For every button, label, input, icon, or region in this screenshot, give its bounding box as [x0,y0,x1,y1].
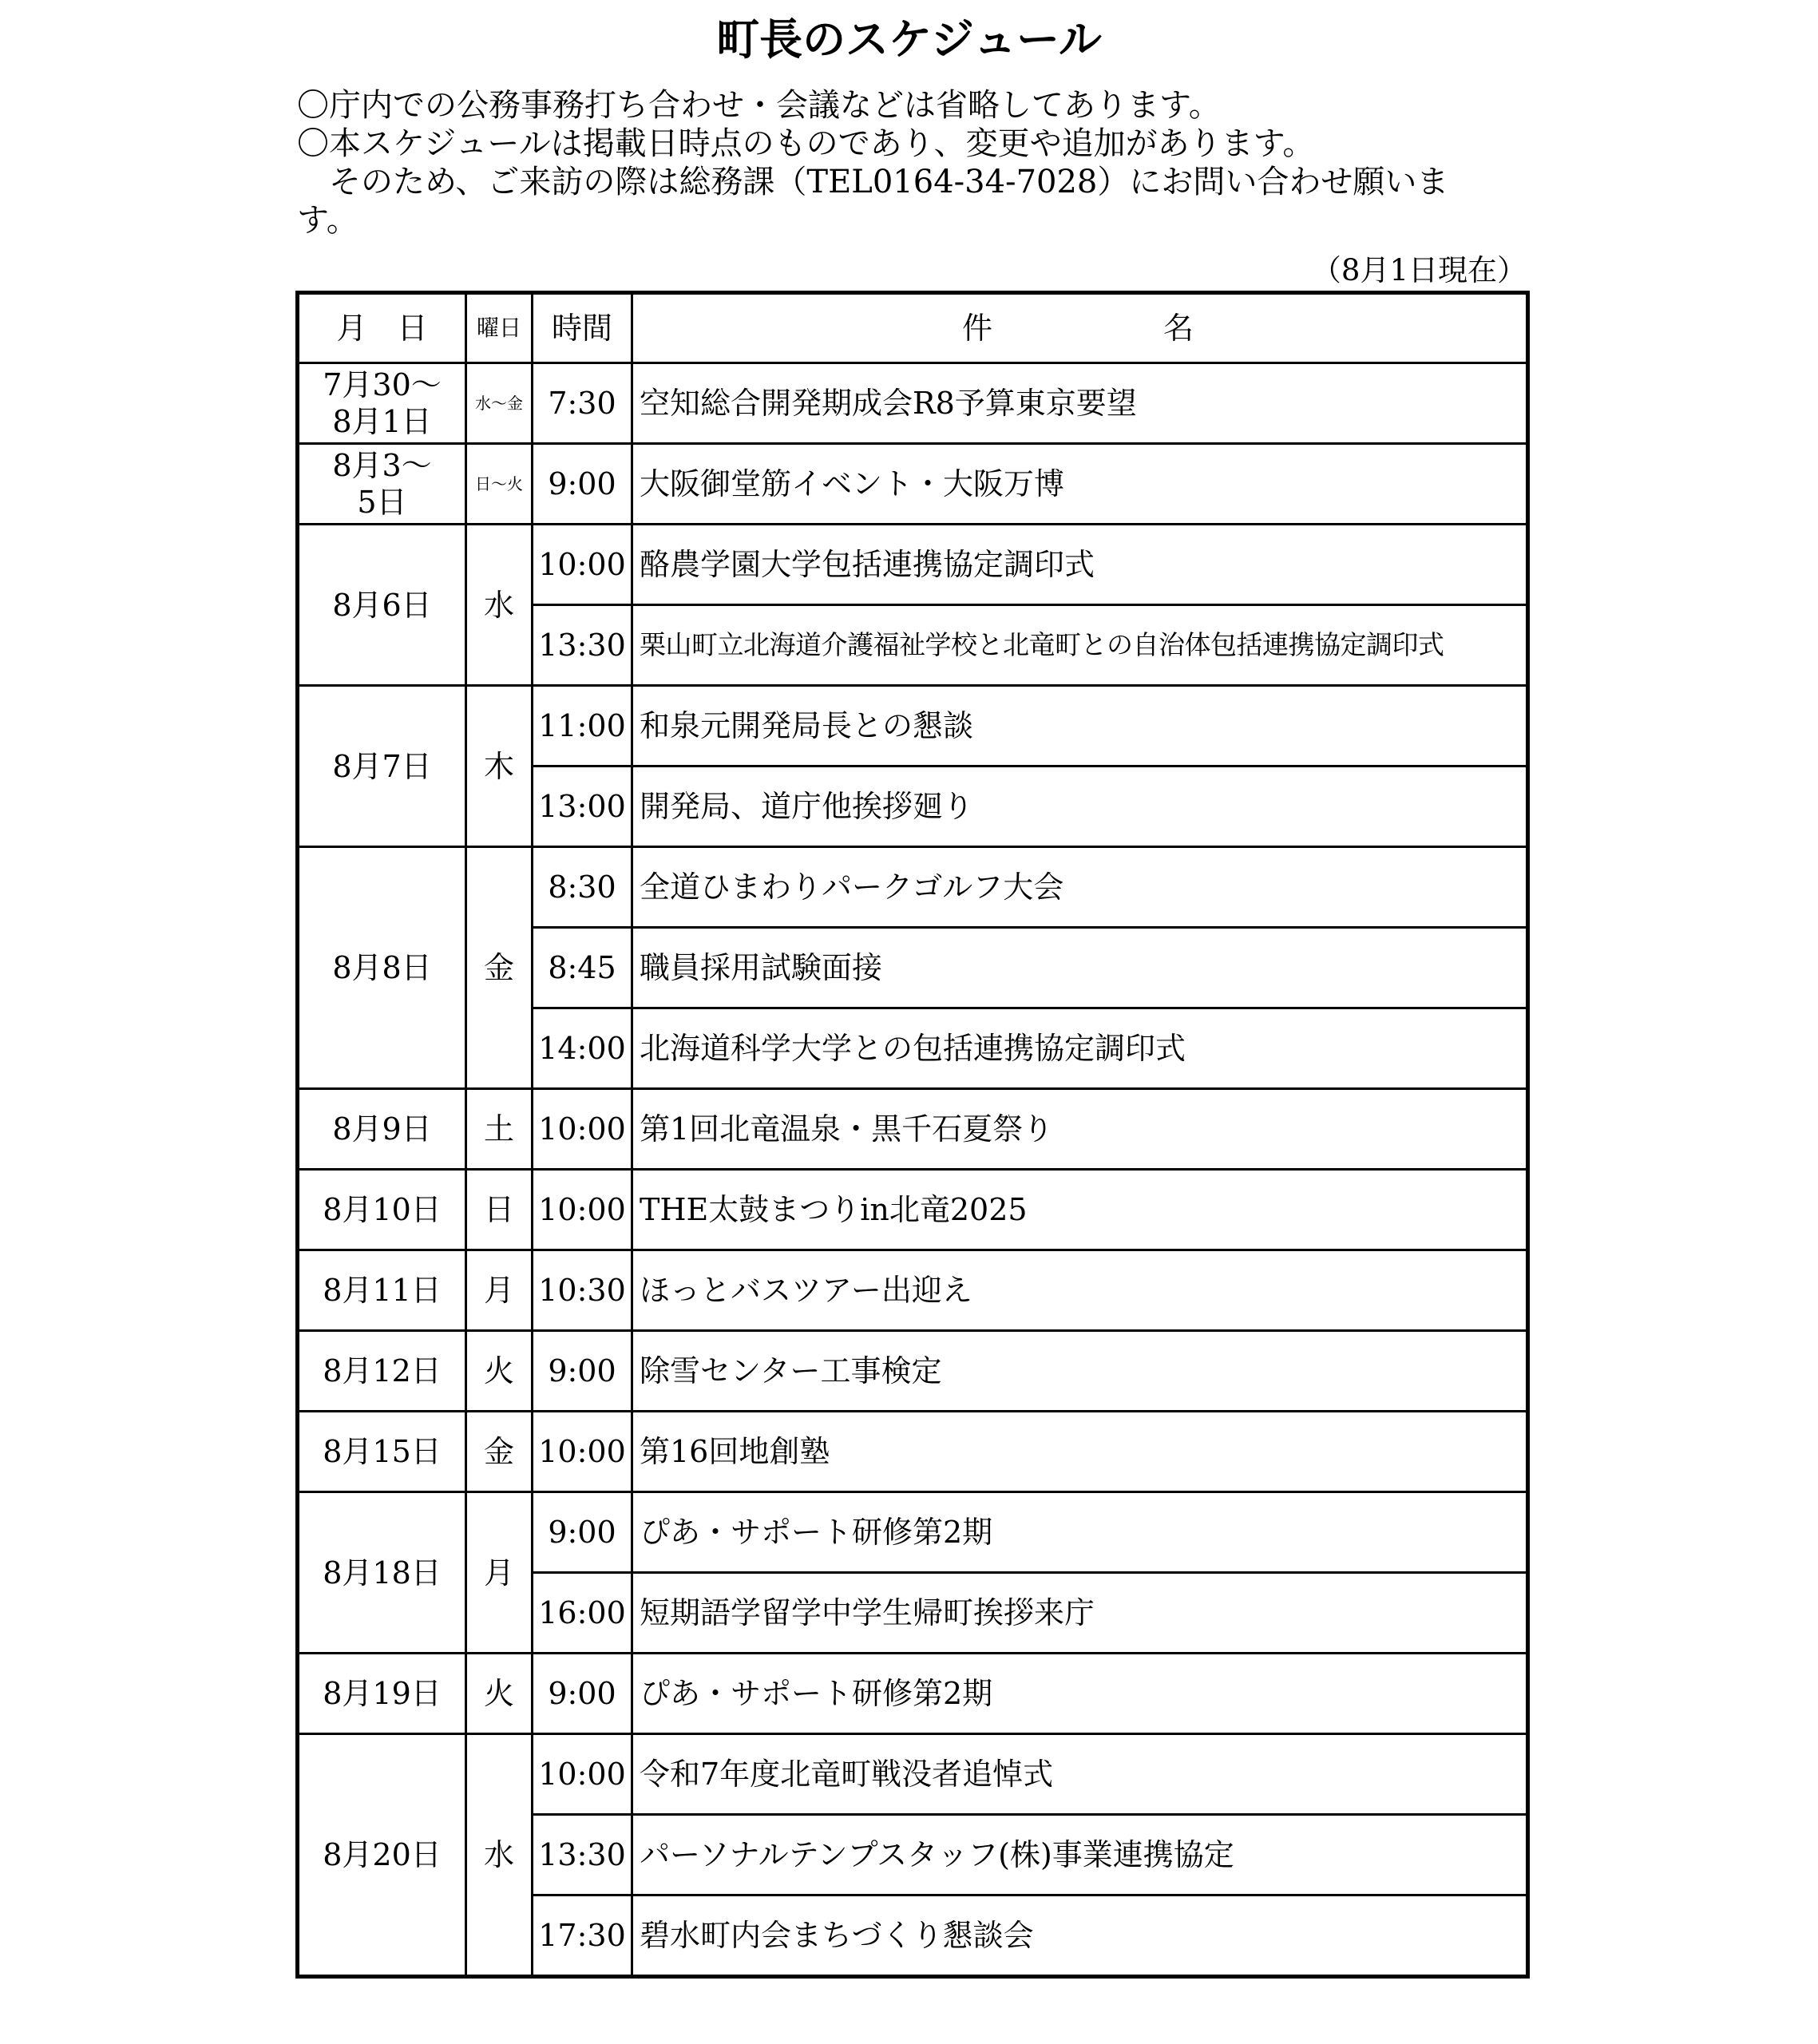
schedule-table [295,291,1530,1979]
note-line-2: 〇本スケジュールは掲載日時点のものであり、変更や追加があります。 [297,125,1315,162]
date-cell: 8月6日 [298,525,466,686]
time-cell: 11:00 [533,686,632,766]
date-cell: 8月11日 [298,1250,466,1331]
date-cell: 8月10日 [298,1170,466,1250]
date-cell: 8月9日 [298,1089,466,1170]
weekday-cell: 水〜金 [466,363,533,444]
time-cell: 16:00 [533,1573,632,1654]
date-cell [298,444,466,525]
event-name-cell: 和泉元開発局長との懇談 [632,686,1528,766]
table-row [298,1654,1528,1734]
table-row [298,1412,1528,1492]
event-name-cell: 栗山町立北海道介護福祉学校と北竜町との自治体包括連携協定調印式 [632,605,1528,686]
event-name-cell: 全道ひまわりパークゴルフ大会 [632,847,1528,928]
header-date: 月 日 [298,293,466,363]
table-row [298,444,1528,525]
date-line: 8月1日 [332,404,432,439]
event-name-cell: ほっとバスツアー出迎え [632,1250,1528,1331]
header-time: 時間 [533,293,632,363]
weekday-cell: 火 [466,1654,533,1734]
event-name-cell: 第16回地創塾 [632,1412,1528,1492]
date-cell: 8月7日 [298,686,466,847]
table-row [298,1492,1528,1573]
time-cell: 10:00 [533,1734,632,1815]
time-cell: 9:00 [533,444,632,525]
date-cell: 8月8日 [298,847,466,1089]
weekday-cell: 日〜火 [466,444,533,525]
time-cell: 17:30 [533,1895,632,1977]
date-line: 8月3〜 [332,448,432,483]
table-row [298,1331,1528,1412]
time-cell: 13:30 [533,605,632,686]
date-cell: 8月18日 [298,1492,466,1654]
page-title: 町長のスケジュール [716,14,1102,65]
date-cell: 8月12日 [298,1331,466,1412]
date-line: 5日 [357,485,407,520]
table-row [298,363,1528,444]
time-cell: 10:00 [533,1412,632,1492]
header-name: 件 名 [632,293,1528,363]
weekday-cell: 金 [466,1412,533,1492]
table-row [298,1170,1528,1250]
as-of-date: （8月1日現在） [1311,253,1527,287]
weekday-cell: 水 [466,1734,533,1977]
event-name-cell: パーソナルテンプスタッフ(株)事業連携協定 [632,1815,1528,1895]
table-header-row [298,293,1528,363]
table-row [298,686,1528,766]
weekday-cell: 土 [466,1089,533,1170]
time-cell: 10:30 [533,1250,632,1331]
time-cell: 10:00 [533,1089,632,1170]
event-name-cell: 碧水町内会まちづくり懇談会 [632,1895,1528,1977]
time-cell: 9:00 [533,1492,632,1573]
event-name-cell: ぴあ・サポート研修第2期 [632,1492,1528,1573]
event-name-cell: 第1回北竜温泉・黒千石夏祭り [632,1089,1528,1170]
table-row [298,847,1528,928]
table-row [298,1250,1528,1331]
event-name-cell: 除雪センター工事検定 [632,1331,1528,1412]
time-cell: 9:00 [533,1331,632,1412]
event-name-cell: ぴあ・サポート研修第2期 [632,1654,1528,1734]
time-cell: 10:00 [533,525,632,605]
event-name-cell: 職員採用試験面接 [632,928,1528,1008]
time-cell: 8:45 [533,928,632,1008]
event-name-cell: 大阪御堂筋イベント・大阪万博 [632,444,1528,525]
date-cell: 8月15日 [298,1412,466,1492]
date-cell: 8月19日 [298,1654,466,1734]
time-cell: 8:30 [533,847,632,928]
weekday-cell: 水 [466,525,533,686]
event-name-cell: THE太鼓まつりin北竜2025 [632,1170,1528,1250]
weekday-cell: 月 [466,1492,533,1654]
note-line-1: 〇庁内での公務事務打ち合わせ・会議などは省略してあります。 [297,87,1221,124]
table-row [298,1089,1528,1170]
event-name-cell: 短期語学留学中学生帰町挨拶来庁 [632,1573,1528,1654]
date-cell: 8月20日 [298,1734,466,1977]
header-weekday: 曜日 [466,293,533,363]
time-cell: 14:00 [533,1008,632,1089]
event-name-cell: 令和7年度北竜町戦没者追悼式 [632,1734,1528,1815]
weekday-cell: 日 [466,1170,533,1250]
time-cell: 13:30 [533,1815,632,1895]
weekday-cell: 金 [466,847,533,1089]
event-name-cell: 北海道科学大学との包括連携協定調印式 [632,1008,1528,1089]
table-row [298,525,1528,605]
time-cell: 9:00 [533,1654,632,1734]
weekday-cell: 木 [466,686,533,847]
time-cell: 13:00 [533,766,632,847]
event-name-cell: 開発局、道庁他挨拶廻り [632,766,1528,847]
event-name-cell: 空知総合開発期成会R8予算東京要望 [632,363,1528,444]
notes [297,86,1495,240]
weekday-cell: 火 [466,1331,533,1412]
time-cell: 7:30 [533,363,632,444]
weekday-cell: 月 [466,1250,533,1331]
date-line: 7月30〜 [323,367,442,402]
date-cell [298,363,466,444]
note-line-3: そのため、ご来訪の際は総務課（TEL0164-34-7028）にお問い合わせ願います。 [297,164,1449,239]
table-row [298,1734,1528,1815]
event-name-cell: 酪農学園大学包括連携協定調印式 [632,525,1528,605]
time-cell: 10:00 [533,1170,632,1250]
